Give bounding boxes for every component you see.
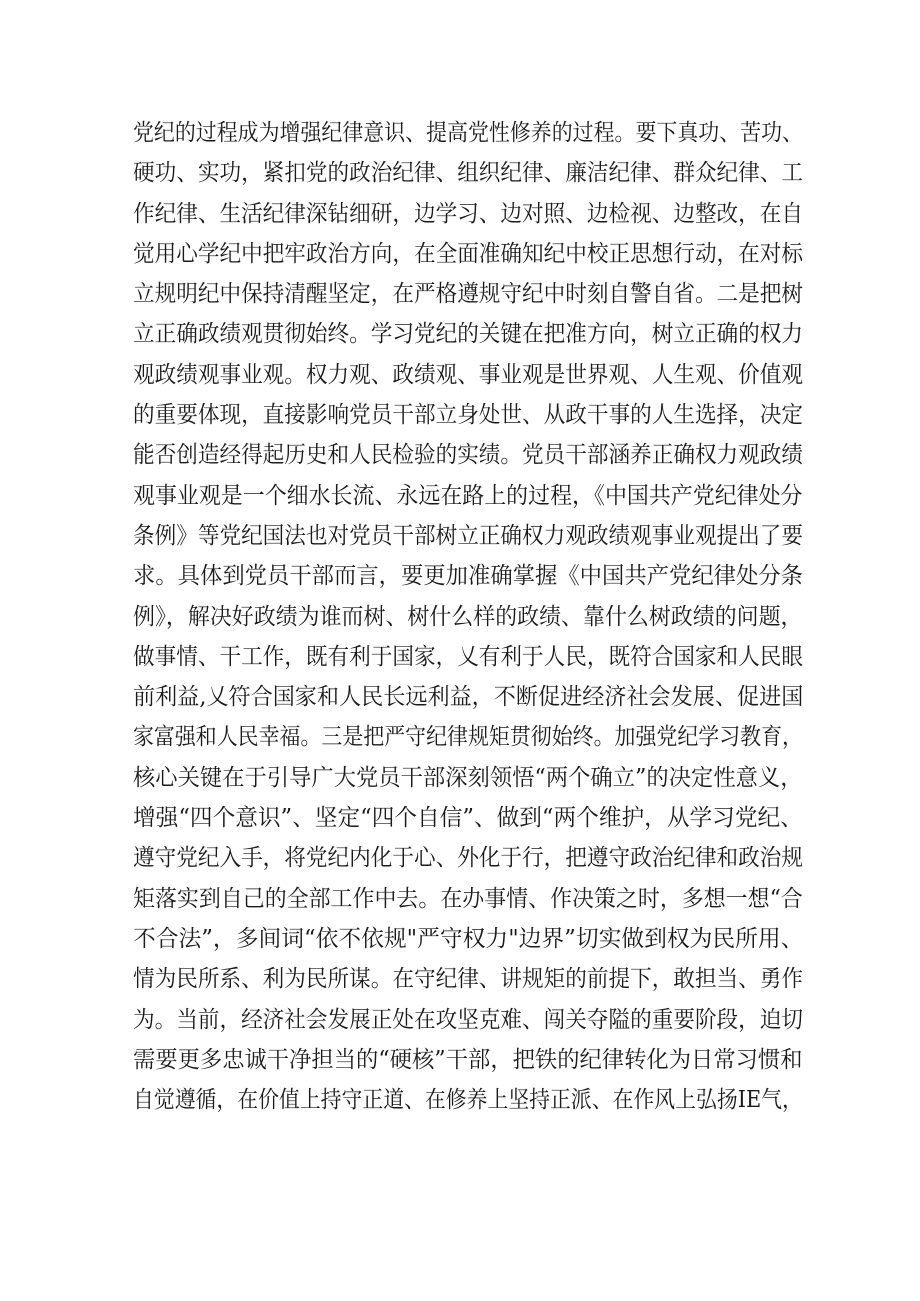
text-line: 需要更多忠诚干净担当的“硬核”干部，把铁的纪律转化为日常习惯和	[133, 1046, 803, 1073]
text-line: 前利益,乂符合国家和人民长远利益，不断促进经济社会发展、促进国	[133, 684, 804, 711]
text-line: 观事业观是一个细水长流、永远在路上的过程，《中国共产党纪律处分	[133, 482, 803, 509]
text-line: 求。具体到党员干部而言，要更加准确掌握《中国共产党纪律处分条	[133, 563, 803, 590]
text-line: 核心关键在于引导广大党员干部深刻领悟“两个确立”的决定性意义，	[133, 764, 803, 791]
text-line: 觉用心学纪中把牢政治方向，在全面准确知纪中校正思想行动，在对标	[133, 240, 804, 267]
text-line: 遵守党纪入手，将党纪内化于心、外化于行，把遵守政治纪律和政治规	[133, 845, 804, 872]
text-line: 情为民所系、利为民所谋。在守纪律、讲规矩的前提下，敢担当、勇作	[133, 966, 804, 993]
text-line: 增强“四个意识”、坚定“四个自信”、做到“两个维护，从学习党纪、	[133, 805, 803, 832]
text-line: 不合法”，多间词“依不依规"严守权力"边界”切实做到权为民所用、	[133, 925, 804, 952]
text-line: 做事情、干工作，既有利于国家，乂有利于人民，既符合国家和人民眼	[133, 643, 804, 670]
text-line: 作纪律、生活纪律深钻细研，边学习、边对照、边检视、边整改，在自	[133, 200, 804, 227]
text-line: 立正确政绩观贯彻始终。学习党纪的关键在把准方向，树立正确的权力	[133, 321, 804, 348]
text-line: 观政绩观事业观。权力观、政绩观、事业观是世界观、人生观、价值观	[133, 361, 804, 388]
text-line: 党纪的过程成为增强纪律意识、提高党性修养的过程。要下真功、苦功、	[133, 120, 803, 146]
text-line: 的重要体现，直接影响党员干部立身处世、从政干事的人生选择，决定	[133, 402, 804, 429]
body-paragraph	[133, 113, 803, 1120]
text-line: 矩落实到自己的全部工作中去。在办事情、作决策之时，多想一想“合	[133, 885, 803, 912]
text-line: 自觉遵循，在价值上持守正道、在修养上坚持正派、在作风上弘扬IE气，	[133, 1087, 803, 1114]
text-line: 硬功、实功，紧扣党的政治纪律、组织纪律、廉洁纪律、群众纪律、工	[133, 160, 804, 187]
text-line: 例》，解决好政绩为谁而树、树什么样的政绩、靠什么树政绩的问题，	[133, 603, 803, 630]
text-line: 立规明纪中保持清醒坚定，在严格遵规守纪中时刻自警自省。二是把树	[133, 281, 804, 308]
text-line: 为。当前，经济社会发展正处在攻坚克难、闯关夺隘的重要阶段，迫切	[133, 1006, 804, 1033]
text-line: 条例》等党纪国法也对党员干部树立正确权力观政绩观事业观提出了要	[133, 522, 804, 549]
text-line: 家富强和人民幸福。三是把严守纪律规矩贯彻始终。加强党纪学习教育，	[133, 724, 803, 751]
text-line: 能否创造经得起历史和人民检验的实绩。党员干部涵养正确权力观政绩	[133, 442, 804, 469]
